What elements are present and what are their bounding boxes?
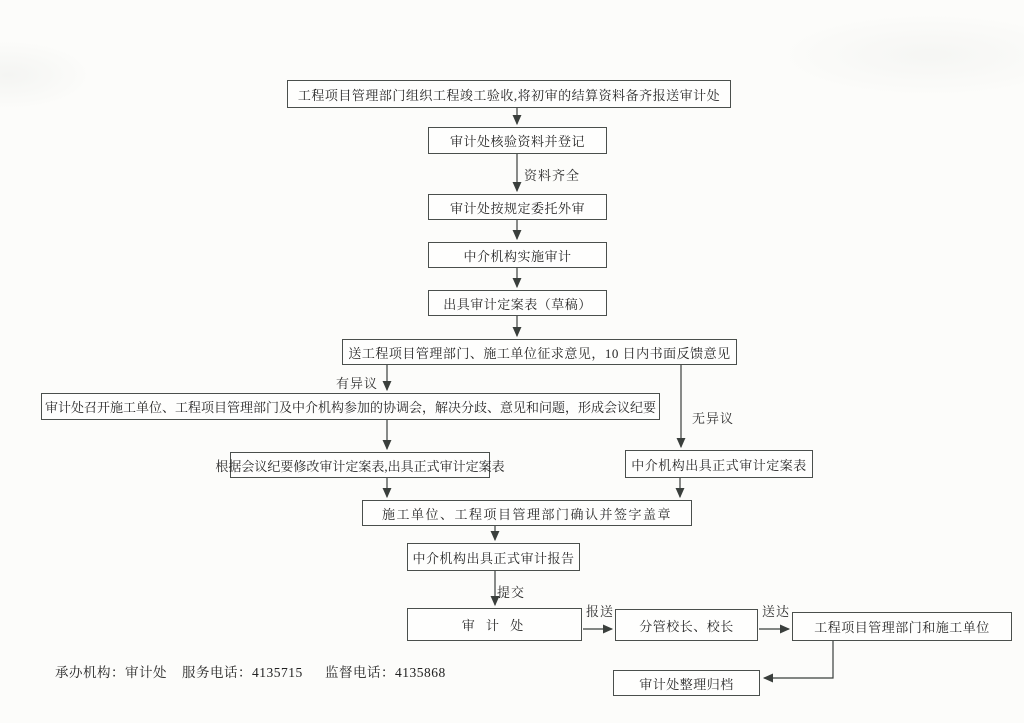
node-presidents: 分管校长、校长 xyxy=(615,609,758,641)
node-audit-verify-register: 审计处核验资料并登记 xyxy=(428,127,607,154)
node-agency-formal-form: 中介机构出具正式审计定案表 xyxy=(625,450,813,478)
node-confirm-sign-seal: 施工单位、工程项目管理部门确认并签字盖章 xyxy=(362,500,692,526)
edge-label-submit: 提交 xyxy=(497,585,526,600)
edge-label-no-objection: 无异议 xyxy=(692,411,735,426)
node-audit-office: 审 计 处 xyxy=(407,608,582,641)
footer-agency: 承办机构：审计处 xyxy=(55,665,167,680)
edge-label-report: 报送 xyxy=(586,604,615,619)
footer-supervise-phone: 监督电话：4135868 xyxy=(325,665,446,680)
node-audit-archive: 审计处整理归档 xyxy=(613,670,760,696)
edge-label-objection: 有异议 xyxy=(336,376,379,391)
node-project-dept-submit: 工程项目管理部门组织工程竣工验收,将初审的结算资料备齐报送审计处 xyxy=(287,80,731,108)
node-coordination-meeting: 审计处召开施工单位、工程项目管理部门及中介机构参加的协调会，解决分歧、意见和问题，形成会议纪要 xyxy=(41,393,660,420)
node-solicit-opinions: 送工程项目管理部门、施工单位征求意见，10 日内书面反馈意见 xyxy=(342,339,737,365)
edge-label-materials-complete: 资料齐全 xyxy=(524,168,581,183)
node-dept-and-contractor: 工程项目管理部门和施工单位 xyxy=(792,612,1012,641)
footer-service-phone: 服务电话：4135715 xyxy=(182,665,303,680)
node-audit-entrust-external: 审计处按规定委托外审 xyxy=(428,194,607,220)
edge-label-deliver: 送达 xyxy=(762,604,791,619)
node-agency-formal-report: 中介机构出具正式审计报告 xyxy=(407,543,580,571)
node-agency-implement-audit: 中介机构实施审计 xyxy=(428,242,607,268)
node-revise-audit-form: 根据会议纪要修改审计定案表,出具正式审计定案表 xyxy=(230,452,490,478)
node-draft-audit-form: 出具审计定案表（草稿） xyxy=(428,290,607,316)
